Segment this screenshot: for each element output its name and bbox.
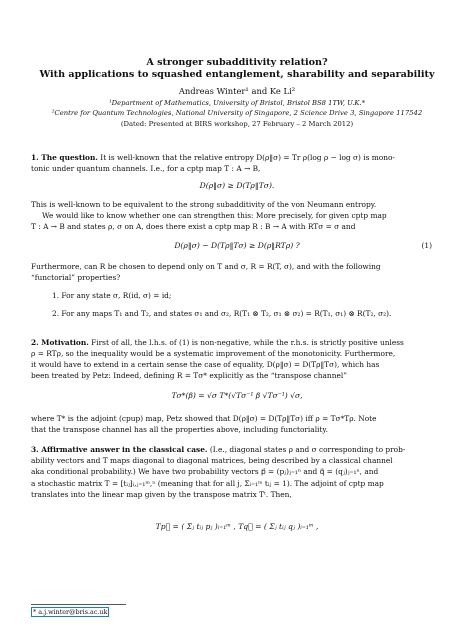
s1-line-2: tonic under quantum channels. I.e., for a cptp map T : A → B, (31, 164, 261, 173)
s1-line-7: “functorial” properties? (31, 273, 121, 282)
s3-line-3: aka conditional probability.) We have two probability vectors p⃗ = (pⱼ)ⱼ₌₁ⁿ and q⃗ = (qⱼ)ⱼ₌₁ⁿ, and (31, 467, 379, 476)
s2-equation-3: Tσ*(β) = √σ T*(√Tσ⁻¹ β √Tσ⁻¹) √σ, (171, 391, 303, 400)
s3-line-4: a stochastic matrix T = [tᵢⱼ]ᵢ,ⱼ₌₁ᵐ,ⁿ (meaning that for all j, Σᵢ₌₁ᵐ tᵢⱼ = 1). The adjoint of cptp map (31, 479, 384, 488)
s3-line-2: ability vectors and T maps diagonal to diagonal matrices, being described by a classical channel (31, 456, 393, 465)
s1-line-3: This is well-known to be equivalent to the strong subadditivity of the von Neumann entropy. (31, 200, 377, 209)
dated-line: (Dated: Presented at BIRS workshop, 27 February – 2 March 2012) (120, 120, 354, 128)
s2-heading: 2. Motivation. (31, 338, 89, 347)
title-line-1: A stronger subadditivity relation? (146, 57, 328, 68)
authors: Andreas Winter¹ and Ke Li² (178, 86, 296, 96)
email-link[interactable]: * a.j.winter@bris.ac.uk (33, 608, 108, 616)
s3-line-1-text: (I.e., diagonal states ρ and σ corresponding to prob- (207, 445, 406, 454)
s3-line-5: translates into the linear map given by the transpose matrix Tᵗ. Then, (31, 490, 292, 499)
affiliation-1: ¹Department of Mathematics, University of Bristol, Bristol BS8 1TW, U.K.* (108, 99, 366, 107)
affiliation-2: ²Centre for Quantum Technologies, National University of Singapore, 2 Science Drive 3, Singapore 117542 (51, 109, 423, 117)
s3-line-1 (31, 444, 441, 455)
s2-line-4: been treated by Petz: Indeed, defining R = Tσ* explicitly as the “transpose channel” (31, 371, 347, 380)
equation-number-1: (1) (421, 241, 432, 250)
s2-line-5: where T* is the adjoint (cpup) map, Petz showed that D(ρ‖σ) = D(Tρ‖Tσ) iff ρ = Tσ*Tρ. Note (31, 414, 377, 423)
s2-line-6: that the transpose channel has all the properties above, including functoriality. (31, 425, 328, 434)
s2-line-1-text: First of all, the l.h.s. of (1) is non-negative, while the r.h.s. is strictly positive unless (88, 338, 404, 347)
s1-equation-2: D(ρ‖σ) − D(Tρ‖Tσ) ≥ D(ρ‖RTρ) ? (174, 241, 300, 250)
s2-line-3: it would have to extend in a certain sense the case of equality, D(ρ‖σ) = D(Tρ‖Tσ), which has (31, 360, 380, 369)
title-line-2: With applications to squashed entanglement, sharability and separability (39, 69, 435, 80)
s1-line-1 (31, 152, 441, 163)
property-item-2: 2. For any maps T₁ and T₂, and states σ₁ and σ₂, R(T₁ ⊗ T₂, σ₁ ⊗ σ₂) = R(T₁, σ₁) ⊗ R(T₂, σ₂). (52, 309, 392, 318)
s2-line-1 (31, 337, 441, 348)
s3-heading: 3. Affirmative answer in the classical case. (31, 445, 208, 454)
footnote-rule (31, 604, 126, 605)
s1-line-1-text: It is well-known that the relative entropy D(ρ‖σ) = Tr ρ(log ρ − log σ) is mono- (97, 153, 395, 162)
s1-line-6: Furthermore, can R be chosen to depend only on T and σ, R = R(T, σ), and with the following (31, 262, 381, 271)
footnote (31, 608, 109, 616)
s1-equation-1: D(ρ‖σ) ≥ D(Tρ‖Tσ). (199, 181, 275, 190)
s1-line-4: We would like to know whether one can strengthen this: More precisely, for given cptp map (42, 211, 387, 220)
property-item-1: 1. For any state σ, R(id, σ) = id; (52, 291, 172, 300)
s1-heading: 1. The question. (31, 153, 98, 162)
s1-line-5: T : A → B and states ρ, σ on A, does there exist a cptp map R : B → A with RTσ = σ and (31, 222, 356, 231)
s3-equation-4: Tp⃗ = ( Σⱼ tᵢⱼ pⱼ )ᵢ₌₁ᵐ , Tq⃗ = ( Σⱼ tᵢⱼ qⱼ )ᵢ₌₁ᵐ , (155, 522, 319, 531)
s2-line-2: ρ = RTρ, so the inequality would be a systematic improvement of the monotonicity. Furthermore, (31, 349, 396, 358)
